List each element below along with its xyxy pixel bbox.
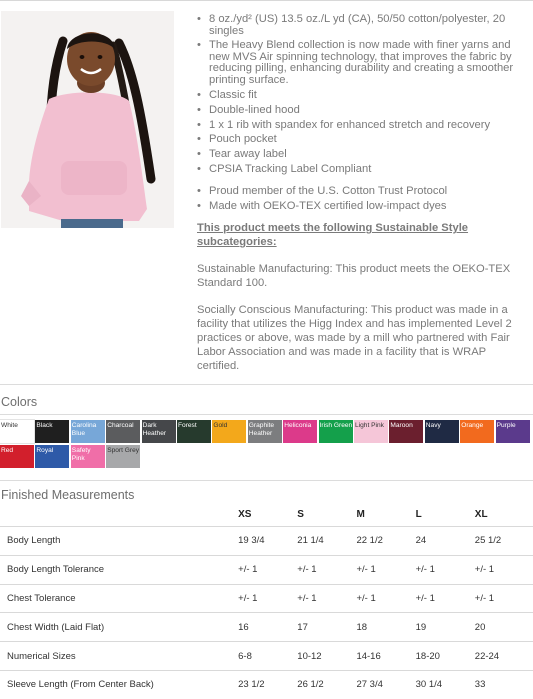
measurement-value: 18 [355,613,414,642]
colors-heading-divider [0,414,533,415]
feature-item: • Tear away label [209,149,517,161]
size-header: L [415,509,422,520]
measurement-value: +/- 1 [296,555,355,584]
measurement-value: 30 1/4 [415,670,474,698]
size-header: XL [474,509,488,520]
size-header-row [0,503,533,527]
measurement-value: 22 1/2 [355,527,414,556]
color-swatch[interactable]: Forest [177,420,211,443]
color-swatch[interactable]: Royal [35,445,69,468]
measurement-value: 26 1/2 [296,670,355,698]
feature-item: • Classic fit [209,90,517,102]
feature-item: • 8 oz./yd² (US) 13.5 oz./L yd (CA), 50/50 cotton/polyester, 20 singles [209,14,517,37]
measurement-value: 24 [415,527,474,556]
sustainability-item: • Proud member of the U.S. Cotton Trust Protocol [209,186,517,198]
table-row [0,642,533,671]
measurement-value: 16 [237,613,296,642]
table-row [0,670,533,698]
measurement-value: +/- 1 [355,555,414,584]
measurement-value: 25 1/2 [474,527,533,556]
product-description [197,14,517,373]
size-header: XS [238,509,252,520]
colors-heading: Colors [1,395,38,409]
color-swatch[interactable]: Purple [496,420,530,443]
table-row [0,584,533,613]
measurements-table [0,503,533,699]
socially-conscious-text: Socially Conscious Manufacturing: This product was made in a facility that utilizes the Higg Index and has implemented Level 2 practices or above, was made by a mill who partnered with Fair Labor Association and was made in a facility that is WRAP certified. [197,304,512,373]
color-swatch[interactable]: Safety Pink [71,445,105,468]
measurement-value: +/- 1 [474,555,533,584]
color-swatch[interactable]: Dark Heather [142,420,176,443]
measurement-value: 17 [296,613,355,642]
sustainable-style-heading: This product meets the following Sustainable Style subcategories: [197,222,469,249]
measurement-label: Body Length Tolerance [0,555,237,584]
feature-item: • Pouch pocket [209,134,517,146]
table-row [0,555,533,584]
measurements-divider [0,480,533,481]
feature-item: • CPSIA Tracking Label Compliant [209,164,517,176]
measurement-value: 20 [474,613,533,642]
measurement-value: +/- 1 [415,555,474,584]
table-row [0,613,533,642]
colors-divider [0,384,533,385]
measurement-label: Numerical Sizes [0,642,237,671]
feature-list [197,14,517,176]
measurement-value: 6-8 [237,642,296,671]
sustainability-list [197,186,517,212]
top-divider [0,0,533,1]
child-hoodie-image [1,11,174,228]
color-swatch[interactable]: Carolina Blue [71,420,105,443]
feature-item: • The Heavy Blend collection is now made with finer yarns and new MVS Air spinning technology, that improves the fabric by reducing pilling, enhancing durability and creating a smoother printing surface. [209,40,517,86]
measurement-value: +/- 1 [355,584,414,613]
color-swatch[interactable]: Heliconia [283,420,317,443]
size-header: M [356,509,365,520]
feature-item: • 1 x 1 rib with spandex for enhanced stretch and recovery [209,120,517,132]
color-swatch[interactable]: Black [35,420,69,443]
measurement-value: +/- 1 [296,584,355,613]
color-swatch[interactable]: Graphite Heather [248,420,282,443]
measurement-value: 14-16 [355,642,414,671]
measurement-value: 33 [474,670,533,698]
color-swatch[interactable]: Orange [460,420,494,443]
measurement-value: +/- 1 [474,584,533,613]
measurement-value: 23 1/2 [237,670,296,698]
measurement-value: 19 3/4 [237,527,296,556]
measurement-value: 19 [415,613,474,642]
measurement-value: 22-24 [474,642,533,671]
measurement-header-blank [0,503,237,527]
measurement-value: +/- 1 [237,555,296,584]
color-swatch[interactable]: Navy [425,420,459,443]
measurement-value: 18-20 [415,642,474,671]
color-swatch[interactable]: Charcoal [106,420,140,443]
color-swatch[interactable]: Sport Grey [106,445,140,468]
measurement-label: Body Length [0,527,237,556]
measurement-value: +/- 1 [237,584,296,613]
measurement-label: Chest Width (Laid Flat) [0,613,237,642]
measurements-heading: Finished Measurements [1,488,135,502]
table-row [0,527,533,556]
measurement-value: 10-12 [296,642,355,671]
measurement-value: 21 1/4 [296,527,355,556]
measurement-value: +/- 1 [415,584,474,613]
product-photo [1,11,174,228]
color-swatch[interactable]: White [0,420,34,443]
feature-item: • Double-lined hood [209,105,517,117]
color-swatch[interactable]: Light Pink [354,420,388,443]
color-swatch[interactable]: Gold [212,420,246,443]
measurement-value: 27 3/4 [355,670,414,698]
measurement-label: Chest Tolerance [0,584,237,613]
sustainable-manufacturing-text: Sustainable Manufacturing: This product meets the OEKO-TEX Standard 100. [197,263,511,290]
color-swatch[interactable]: Irish Green [319,420,353,443]
color-swatch[interactable]: Red [0,445,34,468]
sustainability-item: • Made with OEKO-TEX certified low-impact dyes [209,201,517,213]
size-header: S [297,509,304,520]
color-swatch[interactable]: Maroon [389,420,423,443]
measurement-label: Sleeve Length (From Center Back) [0,670,237,698]
